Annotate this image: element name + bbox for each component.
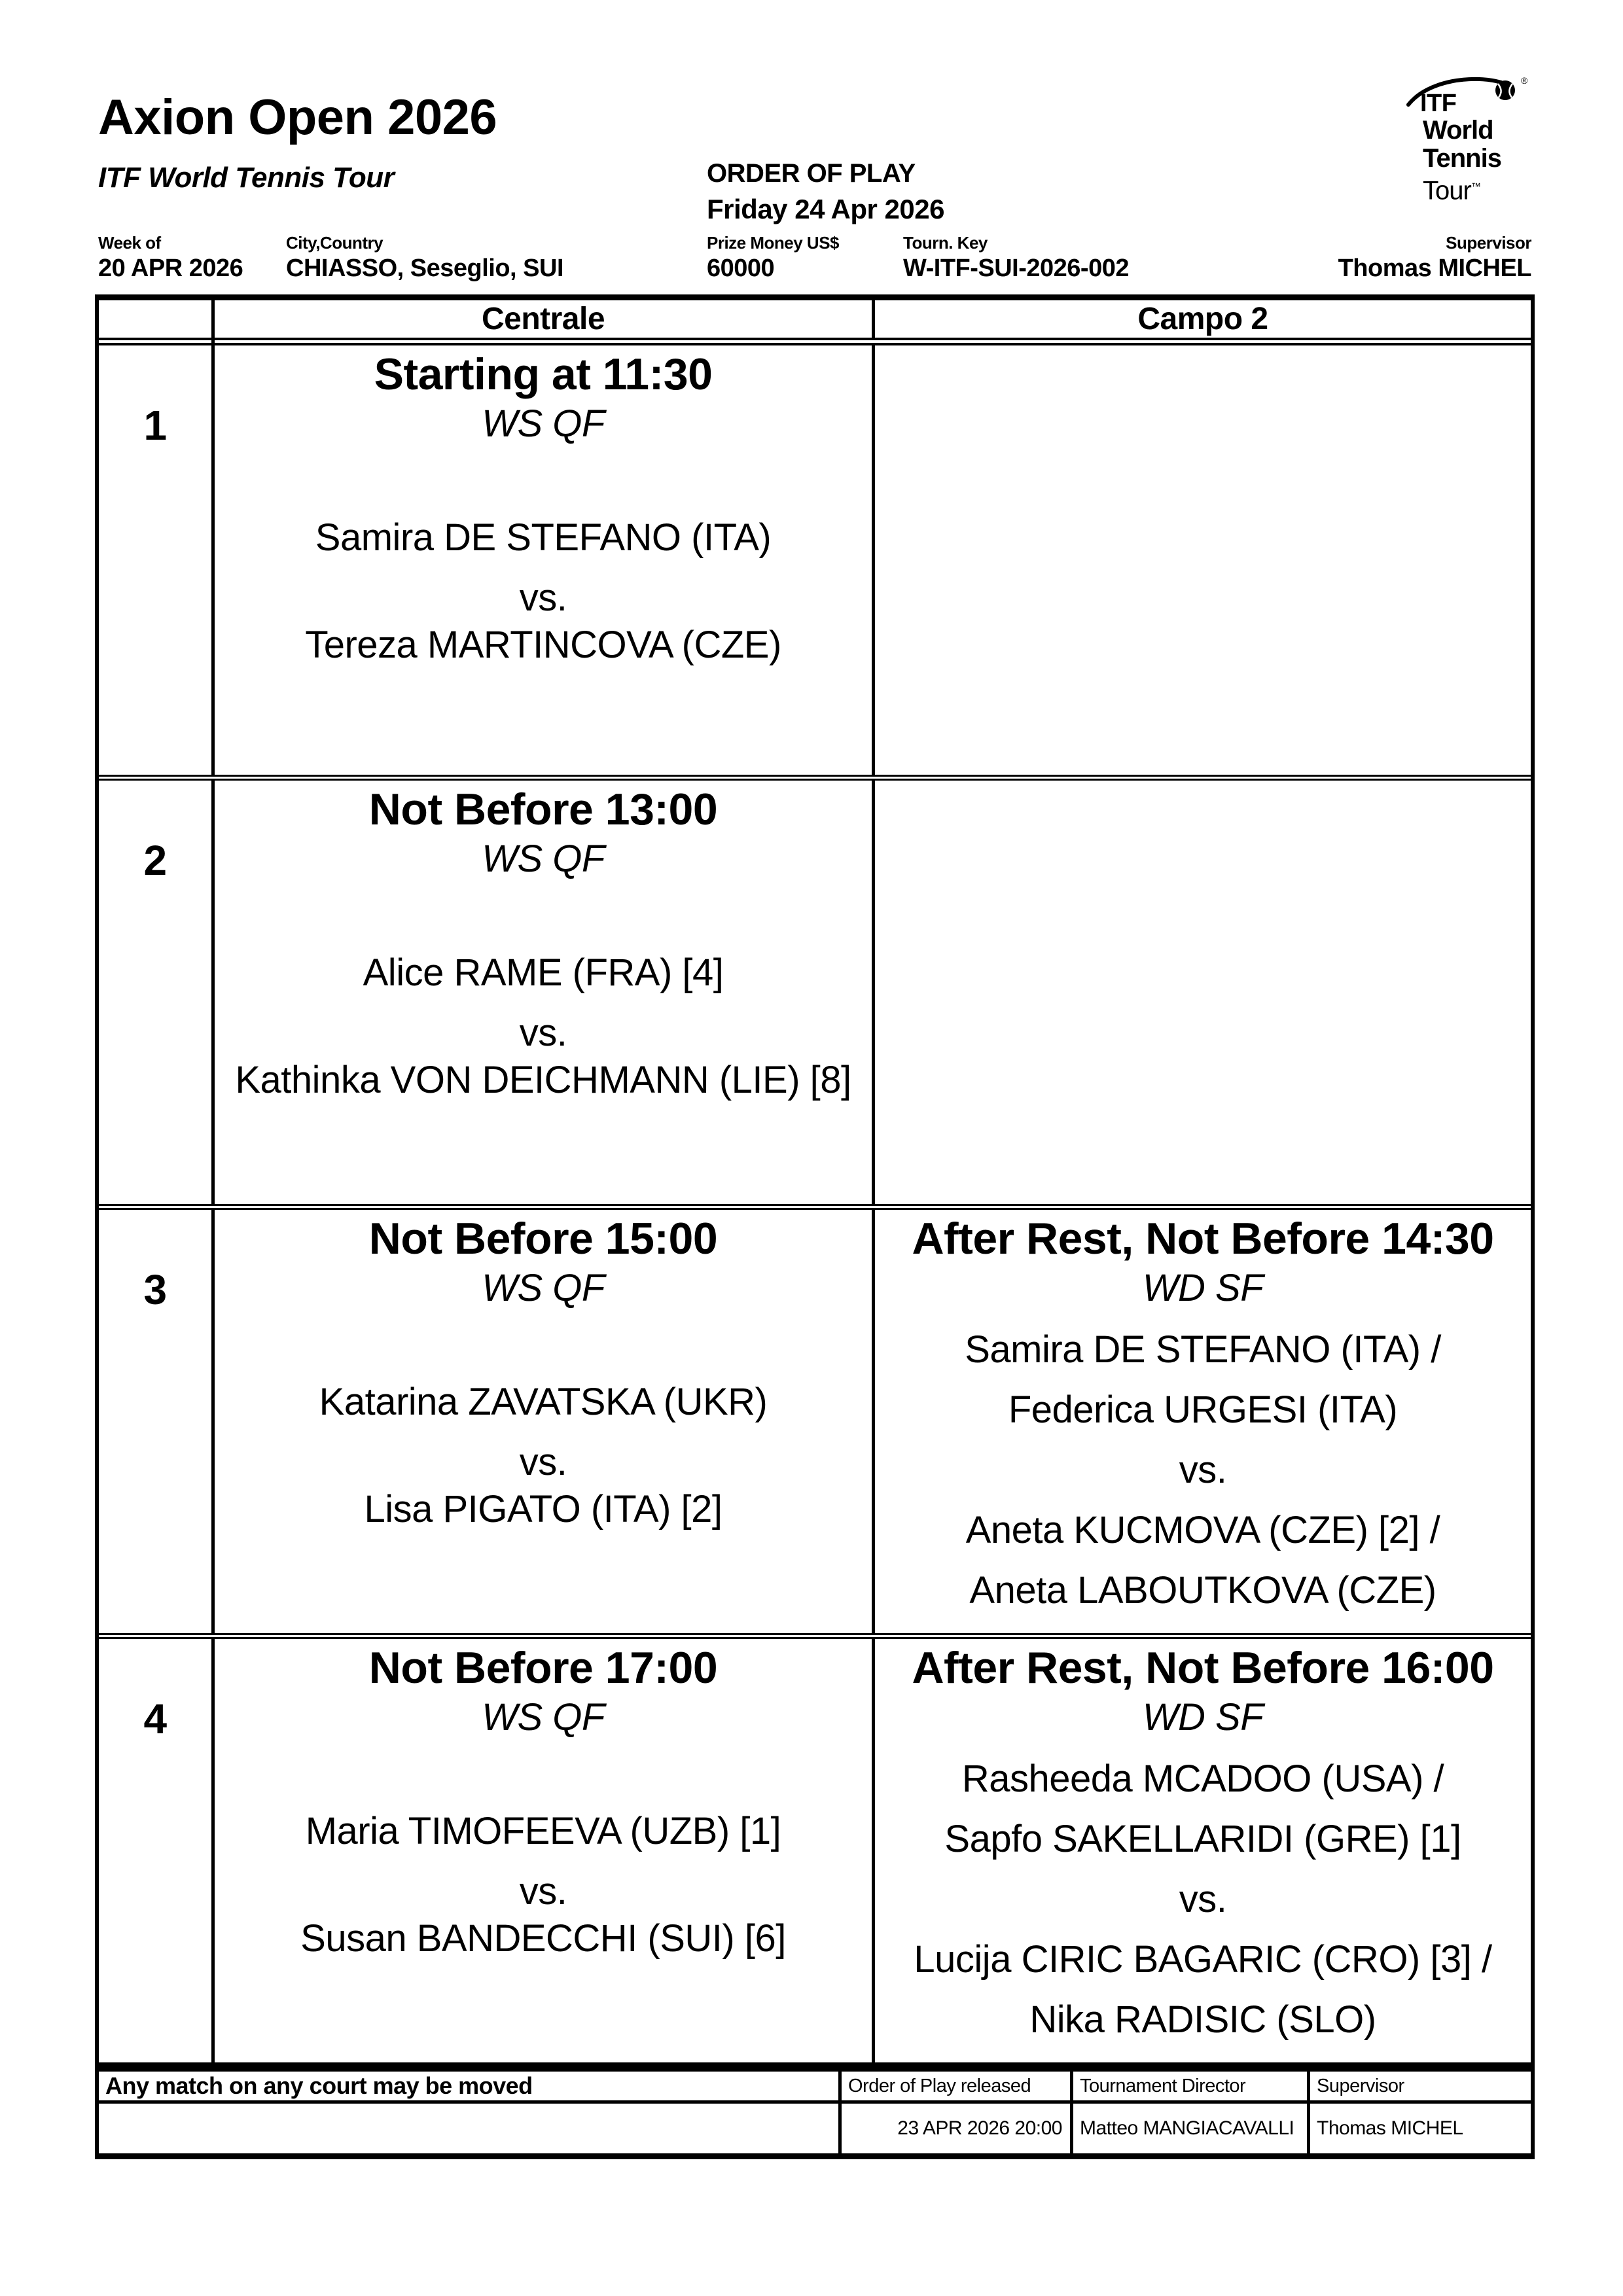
week-of-label: Week of: [98, 233, 161, 253]
match-event: WS QF: [482, 1267, 605, 1309]
match-number: 1: [99, 345, 215, 775]
match-row-3: [99, 1204, 1531, 1633]
match-event: WD SF: [1142, 1267, 1264, 1309]
player-line: Federica URGESI (ITA): [1008, 1388, 1398, 1431]
player-line: Katarina ZAVATSKA (UKR): [319, 1381, 768, 1423]
match-cell-centrale-1: [215, 345, 875, 775]
player-line: Rasheeda MCADOO (USA) /: [961, 1757, 1444, 1800]
order-of-play-label: ORDER OF PLAY: [707, 159, 916, 188]
logo-word-tennis: Tennis: [1423, 144, 1501, 173]
prize-money-label: Prize Money US$: [707, 233, 840, 253]
prize-money-value: 60000: [707, 255, 775, 282]
tourn-key-label: Tourn. Key: [903, 233, 988, 253]
logo-swoosh-and-ball: [1406, 72, 1537, 116]
match-cell-centrale-2: [215, 781, 875, 1204]
vs-label: vs.: [1179, 1878, 1227, 1920]
match-event: WD SF: [1142, 1696, 1264, 1739]
player-line: Aneta KUCMOVA (CZE) [2] /: [965, 1509, 1440, 1551]
week-of-value: 20 APR 2026: [98, 255, 243, 282]
player-line: Tereza MARTINCOVA (CZE): [305, 624, 781, 666]
supervisor-label: Supervisor: [1446, 233, 1531, 253]
match-cell-centrale-3: [215, 1210, 875, 1633]
vs-label: vs.: [1179, 1449, 1227, 1491]
match-event: WS QF: [482, 838, 605, 880]
match-cell-campo2-3: [875, 1210, 1531, 1633]
vs-label: vs.: [519, 1012, 567, 1054]
court-header-centrale: Centrale: [215, 300, 875, 338]
footer-value-row: [99, 2104, 1531, 2153]
match-time-note: Not Before 15:00: [368, 1214, 718, 1263]
player-line: Aneta LABOUTKOVA (CZE): [969, 1569, 1436, 1612]
player-line: Susan BANDECCHI (SUI) [6]: [300, 1917, 786, 1960]
footer-notice: Any match on any court may be moved: [99, 2072, 842, 2100]
itf-world-tennis-tour-logo: [1406, 72, 1537, 205]
vs-label: vs.: [519, 1870, 567, 1913]
court-header-row: [99, 300, 1531, 345]
vs-label: vs.: [519, 1441, 567, 1483]
tournament-title: Axion Open 2026: [98, 90, 497, 145]
logo-word-tour: [1406, 173, 1537, 205]
player-line: Alice RAME (FRA) [4]: [363, 951, 724, 994]
match-number: 4: [99, 1639, 215, 2062]
footer-supervisor-label: Supervisor: [1317, 2075, 1404, 2096]
player-line: Kathinka VON DEICHMANN (LIE) [8]: [235, 1059, 851, 1101]
footer-notice-spacer: [99, 2104, 842, 2153]
match-row-1: [99, 345, 1531, 775]
released-label: Order of Play released: [842, 2072, 1073, 2100]
released-value: 23 APR 2026 20:00: [842, 2104, 1073, 2153]
match-time-note: After Rest, Not Before 14:30: [912, 1214, 1494, 1263]
registered-mark: ®: [1521, 75, 1527, 86]
player-line: Sapfo SAKELLARIDI (GRE) [1]: [944, 1818, 1461, 1860]
city-country-label: City,Country: [286, 233, 383, 253]
match-event: WS QF: [482, 402, 605, 445]
tennis-ball-icon: [1495, 80, 1515, 100]
match-cell-campo2-4: [875, 1639, 1531, 2062]
match-time-note: After Rest, Not Before 16:00: [912, 1643, 1494, 1693]
player-line: Lisa PIGATO (ITA) [2]: [364, 1488, 722, 1530]
supervisor-value: Thomas MICHEL: [1338, 255, 1531, 282]
match-row-4: [99, 1633, 1531, 2062]
tourn-key-value: W-ITF-SUI-2026-002: [903, 255, 1129, 282]
director-label: Tournament Director: [1073, 2072, 1310, 2100]
match-cell-campo2-1-empty: [875, 345, 1531, 775]
footer-table: [95, 2062, 1535, 2159]
logo-word-world: World: [1423, 116, 1493, 145]
player-line: Maria TIMOFEEVA (UZB) [1]: [305, 1810, 781, 1852]
match-time-note: Not Before 17:00: [368, 1643, 718, 1693]
match-time-note: Not Before 13:00: [368, 785, 718, 834]
player-line: Nika RADISIC (SLO): [1029, 1998, 1376, 2041]
player-line: Samira DE STEFANO (ITA): [315, 516, 772, 559]
logo-itf-text: ITF: [1420, 90, 1457, 116]
vs-label: vs.: [519, 576, 567, 619]
player-line: Lucija CIRIC BAGARIC (CRO) [3] /: [914, 1938, 1492, 1981]
match-number: 3: [99, 1210, 215, 1633]
footer-supervisor-value: Thomas MICHEL: [1317, 2117, 1463, 2139]
city-country-value: CHIASSO, Seseglio, SUI: [286, 255, 563, 282]
footer-label-row: [99, 2072, 1531, 2104]
trademark-mark: ™: [1471, 181, 1481, 192]
tour-subtitle: ITF World Tennis Tour: [98, 162, 395, 194]
match-time-note: Starting at 11:30: [374, 349, 713, 399]
logo-word-tour-text: Tour: [1423, 176, 1471, 205]
match-cell-centrale-4: [215, 1639, 875, 2062]
player-line: Samira DE STEFANO (ITA) /: [965, 1328, 1441, 1371]
play-date: Friday 24 Apr 2026: [707, 194, 944, 224]
match-event: WS QF: [482, 1696, 605, 1739]
court-header-campo2: Campo 2: [1137, 302, 1268, 336]
director-value: Matteo MANGIACAVALLI: [1073, 2104, 1310, 2153]
match-number: 2: [99, 781, 215, 1204]
order-of-play-table: [95, 294, 1535, 2062]
match-cell-campo2-2-empty: [875, 781, 1531, 1204]
match-row-2: [99, 775, 1531, 1204]
